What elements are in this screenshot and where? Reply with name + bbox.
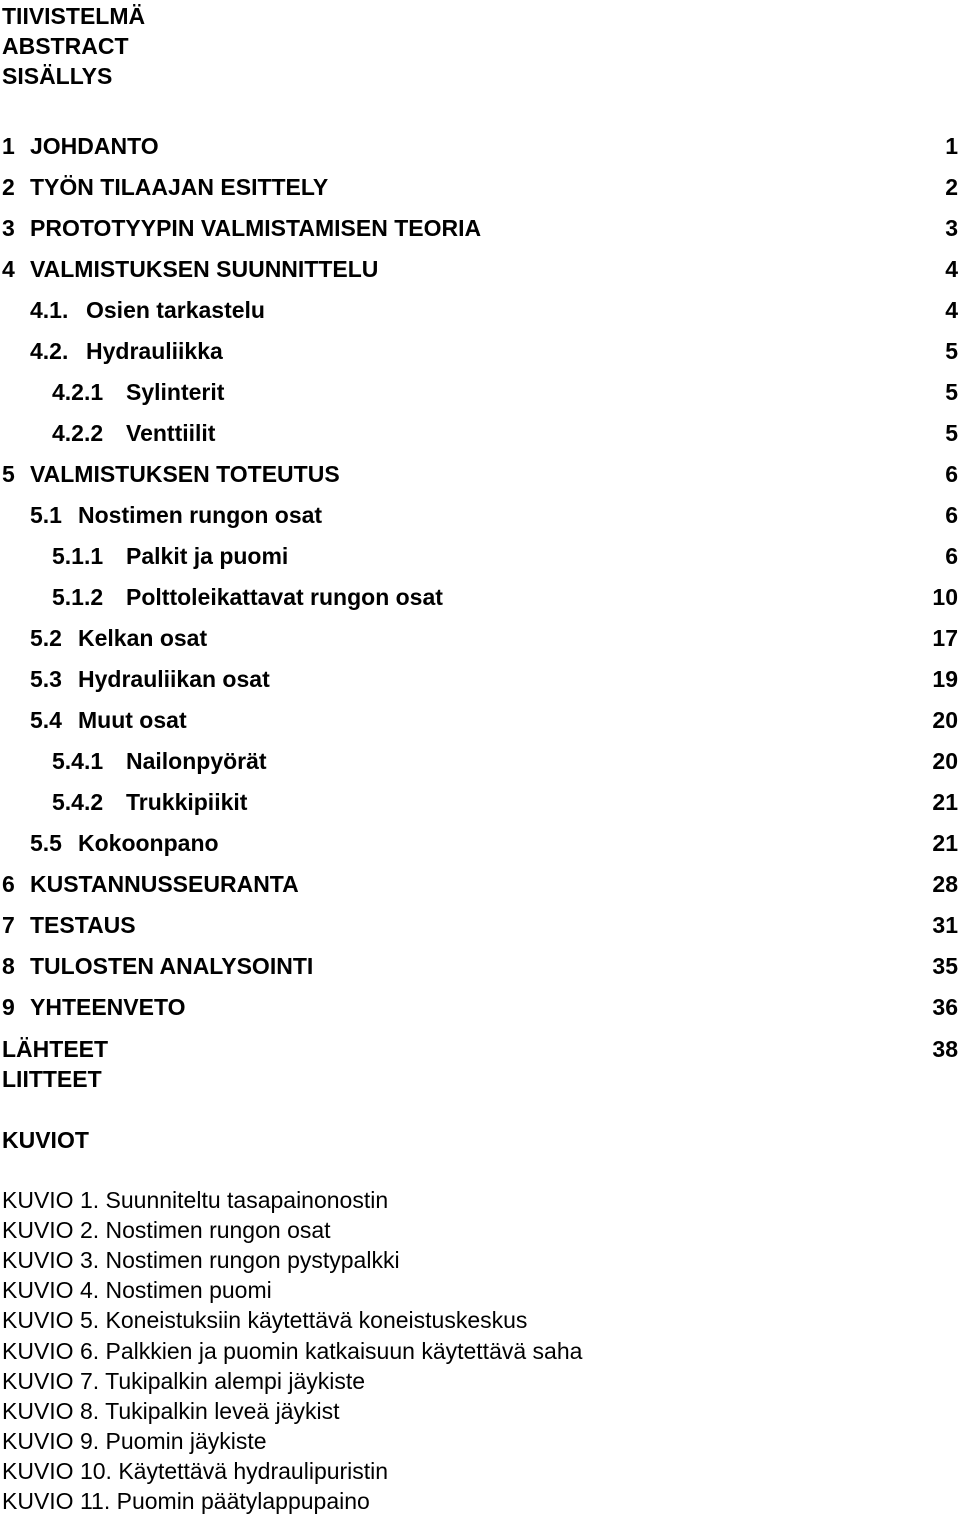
toc-title: VALMISTUKSEN SUUNNITTELU: [30, 256, 379, 282]
toc-number: 9: [2, 994, 15, 1020]
toc-row-5-5: [0, 828, 958, 858]
figure-item: KUVIO 2. Nostimen rungon osat: [2, 1217, 331, 1243]
toc-page-number: 3: [945, 215, 958, 241]
toc-title: Muut osat: [78, 707, 187, 733]
toc-number: 5.4.2: [52, 789, 104, 815]
toc-title: PROTOTYYPIN VALMISTAMISEN TEORIA: [30, 215, 482, 241]
toc-title: Hydrauliikan osat: [78, 666, 270, 692]
toc-page-number: 6: [945, 543, 958, 569]
toc-number: 1: [2, 133, 15, 159]
toc-row-liitteet: [0, 1064, 958, 1094]
toc-title: LIITTEET: [2, 1066, 102, 1092]
figure-item: KUVIO 8. Tukipalkin leveä jäykist: [2, 1398, 340, 1424]
toc-title: Palkit ja puomi: [126, 543, 289, 569]
toc-title: TULOSTEN ANALYSOINTI: [30, 953, 314, 979]
figure-item: KUVIO 1. Suunniteltu tasapainonostin: [2, 1187, 389, 1213]
toc-page-number: 10: [932, 584, 958, 610]
toc-title: LÄHTEET: [2, 1036, 109, 1062]
toc-page-number: 36: [932, 994, 958, 1020]
figure-item: KUVIO 7. Tukipalkin alempi jäykiste: [2, 1368, 366, 1394]
toc-row-4-2: [0, 336, 958, 366]
toc-row-8: [0, 951, 958, 981]
toc-page-number: 31: [932, 912, 958, 938]
toc-row-7: [0, 910, 958, 940]
toc-page-number: 6: [945, 502, 958, 528]
figure-item: KUVIO 9. Puomin jäykiste: [2, 1428, 267, 1454]
toc-row-5-2: [0, 623, 958, 653]
toc-page-number: 4: [945, 256, 958, 282]
toc-page-number: 19: [932, 666, 958, 692]
heading-abstract: ABSTRACT: [2, 33, 129, 59]
toc-row-5-4: [0, 705, 958, 735]
toc-title: Kelkan osat: [78, 625, 208, 651]
figure-item: KUVIO 3. Nostimen rungon pystypalkki: [2, 1247, 400, 1273]
toc-title: Polttoleikattavat rungon osat: [126, 584, 443, 610]
toc-row-5-1-1: [0, 541, 958, 571]
toc-number: 6: [2, 871, 15, 897]
toc-number: 4: [2, 256, 15, 282]
toc-title: Venttiilit: [126, 420, 216, 446]
figure-item: KUVIO 5. Koneistuksiin käytettävä koneistuskeskus: [2, 1307, 528, 1333]
toc-row-5-4-1: [0, 746, 958, 776]
toc-number: 7: [2, 912, 15, 938]
toc-page-number: 5: [945, 379, 958, 405]
toc-page-number: 2: [945, 174, 958, 200]
toc-row-5-1: [0, 500, 958, 530]
toc-row-4: [0, 254, 958, 284]
figure-item: KUVIO 10. Käytettävä hydraulipuristin: [2, 1458, 389, 1484]
toc-row-3: [0, 213, 958, 243]
toc-number: 5.5: [30, 830, 62, 856]
toc-page-number: 6: [945, 461, 958, 487]
toc-title: TESTAUS: [30, 912, 136, 938]
toc-page-number: 21: [932, 830, 958, 856]
toc-number: 5.4.1: [52, 748, 104, 774]
toc-row-5: [0, 459, 958, 489]
toc-title: VALMISTUKSEN TOTEUTUS: [30, 461, 340, 487]
toc-number: 5.1.1: [52, 543, 104, 569]
toc-title: TYÖN TILAAJAN ESITTELY: [30, 174, 329, 200]
toc-row-5-4-2: [0, 787, 958, 817]
toc-page-number: 20: [932, 748, 958, 774]
figures-heading: KUVIOT: [2, 1127, 89, 1153]
toc-number: 3: [2, 215, 15, 241]
toc-page-number: 20: [932, 707, 958, 733]
toc-page-number: 4: [945, 297, 958, 323]
heading-tiivistelma: TIIVISTELMÄ: [2, 3, 146, 29]
toc-row-2: [0, 172, 958, 202]
toc-page-number: 5: [945, 420, 958, 446]
toc-title: Hydrauliikka: [86, 338, 223, 364]
toc-page-number: 28: [932, 871, 958, 897]
toc-title: Sylinterit: [126, 379, 225, 405]
toc-title: Trukkipiikit: [126, 789, 248, 815]
toc-title: Osien tarkastelu: [86, 297, 265, 323]
toc-page-number: 5: [945, 338, 958, 364]
toc-title: KUSTANNUSSEURANTA: [30, 871, 299, 897]
toc-number: 2: [2, 174, 15, 200]
toc-number: 4.1.: [30, 297, 69, 323]
toc-number: 8: [2, 953, 15, 979]
heading-sisallys: SISÄLLYS: [2, 63, 113, 89]
toc-page-number: 17: [932, 625, 958, 651]
toc-row-4-2-2: [0, 418, 958, 448]
toc-page-number: 21: [932, 789, 958, 815]
toc-row-1: [0, 131, 958, 161]
figure-item: KUVIO 11. Puomin päätylappupaino: [2, 1488, 370, 1514]
toc-number: 5.4: [30, 707, 62, 733]
toc-row-lahteet: [0, 1034, 958, 1064]
toc-number: 5.2: [30, 625, 62, 651]
toc-page-number: 35: [932, 953, 958, 979]
toc-row-4-2-1: [0, 377, 958, 407]
toc-title: YHTEENVETO: [30, 994, 186, 1020]
toc-number: 4.2.1: [52, 379, 104, 405]
figure-item: KUVIO 4. Nostimen puomi: [2, 1277, 272, 1303]
toc-title: Nostimen rungon osat: [78, 502, 323, 528]
toc-number: 5.1: [30, 502, 62, 528]
toc-title: JOHDANTO: [30, 133, 159, 159]
toc-row-9: [0, 992, 958, 1022]
toc-row-5-1-2: [0, 582, 958, 612]
toc-page-number: 1: [945, 133, 958, 159]
toc-number: 5.3: [30, 666, 62, 692]
figure-item: KUVIO 6. Palkkien ja puomin katkaisuun käytettävä saha: [2, 1338, 583, 1364]
toc-number: 4.2.: [30, 338, 69, 364]
toc-row-5-3: [0, 664, 958, 694]
toc-row-6: [0, 869, 958, 899]
toc-row-4-1: [0, 295, 958, 325]
toc-number: 5.1.2: [52, 584, 104, 610]
toc-title: Nailonpyörät: [126, 748, 267, 774]
toc-number: 5: [2, 461, 15, 487]
toc-number: 4.2.2: [52, 420, 104, 446]
toc-page-number: 38: [932, 1036, 958, 1062]
toc-title: Kokoonpano: [78, 830, 219, 856]
